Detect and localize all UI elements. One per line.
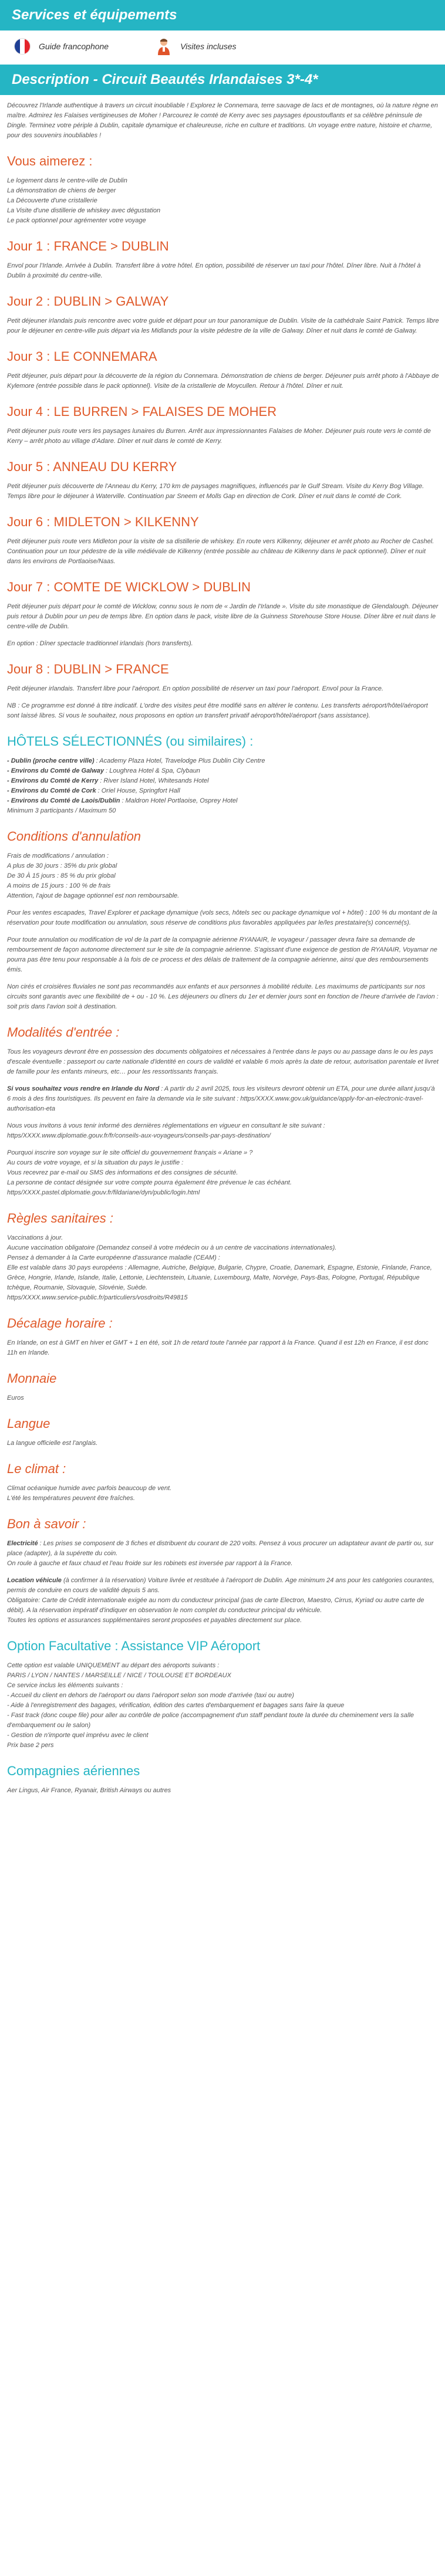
features-row <box>0 31 445 65</box>
tips-p2-label: Location véhicule <box>7 1577 62 1584</box>
hotel-label: - Dublin (proche centre ville) <box>7 757 95 764</box>
entry-ariane <box>7 1148 439 1198</box>
highlights-title: Vous aimerez : <box>7 154 93 168</box>
cancellation-p3: Pour toute annulation ou modification de vol de la part de la compagnie aérienne RYANAIR, le voyageur / passager devra faire sa demande de remboursement de façon autonome directement sur le site de la compagnie aérienne. S'agissant d'une exigence de gestion de RYANAIR, Voyamar ne pourra pas être tenu pour responsable à la fois de ce process et des délais de traitement de la compagnie aérienne, ainsi que des remboursements émis. <box>7 936 437 973</box>
timezone-title: Décalage horaire : <box>7 1316 113 1331</box>
vip-line: Cette option est valable UNIQUEMENT au départ des aéroports suivants : <box>7 1662 220 1669</box>
fee-line: Attention, l'ajout de bagage optionnel est non remboursable. <box>7 892 180 899</box>
entry-p1: Tous les voyageurs devront être en possession des documents obligatoires et nécessaires à l'entrée dans le pays ou au passage dans le ou les pays d'escale éventuelle : passeport ou carte nationale d'identité en cours de validité et valable 6 mois après la date de retour, autorisation parentale et livret de famille pour les enfants mineurs, etc… pour les ressortissants français. <box>7 1048 439 1075</box>
day-3-title: Jour 3 : LE CONNEMARA <box>7 349 157 364</box>
list-item: La démonstration de chiens de berger <box>7 187 116 194</box>
entry-p2 <box>7 1084 439 1114</box>
hotel-value: : Academy Plaza Hotel, Travelodge Plus Dublin City Centre <box>94 757 265 764</box>
currency-text: Euros <box>7 1394 24 1402</box>
hotel-item <box>7 766 439 776</box>
tips-title: Bon à savoir : <box>7 1517 86 1531</box>
cancellation-title: Conditions d'annulation <box>7 829 141 844</box>
day-8-note: NB : Ce programme est donné à titre indicatif. L'ordre des visites peut être modifié sans en altérer le contenu. Les transferts aéroport/hôtel/aéroport sont laissé libres. Si vous le souhaitez, nous proposons en option un transfert privatif aéroport/hôtel/aéroport (sans assistance). <box>7 702 428 719</box>
vip-line: - Gestion de n'importe quel imprévu avec le client <box>7 1732 149 1739</box>
day-7-text: Petit déjeuner puis départ pour le comté de Wicklow, connu sous le nom de « Jardin de l'Irlande ». Visite du site monastique de Glendalough. Déjeuner puis retour à Dublin pour un peu de temps libre. En option dans le pack, visite libre de la Guinness Storehouse Store House. Dîner libre et nuit dans le centre-ville de Dublin. <box>7 603 439 630</box>
tips-p2b-line: Obligatoire: Carte de Crédit internationale exigée au nom du conducteur principal (pas de carte Electron, Maestro, Cirrus, Kyriad ou autre carte de débit). A la réservation impératif d'indiquer en observation le nom complet du conducteur principal du véhicule. <box>7 1597 424 1614</box>
fee-line: A moins de 15 jours : 100 % de frais <box>7 882 111 889</box>
ariane-line: La personne de contact désignée sur votre compte pourra également être prévenue le cas échéant. <box>7 1179 292 1186</box>
hotel-label: - Environs du Comté de Cork <box>7 787 96 794</box>
fee-line: Frais de modifications / annulation : <box>7 852 109 859</box>
services-banner: Services et équipements <box>0 0 445 31</box>
cancellation-p4: Non cirés et croisières fluviales ne sont pas recommandés aux enfants et aux personnes à mobilité réduite. Les maximums de participants sur nos circuits sont garantis avec une flexibilité de + ou - 10 %. Les déjeuners ou dîners du 1er et dernier jours sont en fonction de l'heure d'arrivée de l'avion : soit pris dans l'avion soit à destination. <box>7 983 439 1010</box>
list-item: La Visite d'une distillerie de whiskey avec dégustation <box>7 207 161 214</box>
hotel-value: : River Island Hotel, Whitesands Hotel <box>98 777 209 784</box>
vip-line: Ce service inclus les éléments suivants : <box>7 1682 123 1689</box>
timezone-text: En Irlande, on est à GMT en hiver et GMT + 1 en été, soit 1h de retard toute l'année par rapport à la France. Quand il est 12h en France, il est donc 11h en Irlande. <box>7 1339 429 1356</box>
tips-p2b-line: Toutes les options et assurances supplémentaires seront proposées et payables directement sur place. <box>7 1617 302 1624</box>
day-1-title: Jour 1 : FRANCE > DUBLIN <box>7 239 169 253</box>
day-6-text: Petit déjeuner puis route vers Midleton pour la visite de sa distillerie de whiskey. En route vers Kilkenny, déjeuner et arrêt photo au Rocher de Cashel. Continuation pour un tour pédestre de la ville médiévale de Kilkenny (entrée possible au château de Kilkenny dans le pack optionnel). Dîner et nuit dans les environs de Portlaoise/Naas. <box>7 538 434 565</box>
health-link[interactable]: https/XXXX.www.service-public.fr/particuliers/vosdroits/R49815 <box>7 1294 188 1301</box>
tips-p1 <box>7 1539 439 1569</box>
vip-line: - Aide à l'enregistrement des bagages, vérification, édition des cartes d'embarquement et bagages sans faire la queue <box>7 1702 345 1709</box>
vip-line: - Accueil du client en dehors de l'aéroport ou dans l'aéroport selon son mode d'arrivée (taxi ou autre) <box>7 1692 294 1699</box>
entry-title: Modalités d'entrée : <box>7 1025 120 1040</box>
climate-line: Climat océanique humide avec parfois beaucoup de vent. <box>7 1485 172 1492</box>
ariane-line: Pourquoi inscrire son voyage sur le site officiel du gouvernement français « Ariane » ? <box>7 1149 253 1156</box>
day-2-title: Jour 2 : DUBLIN > GALWAY <box>7 294 169 309</box>
day-6-title: Jour 6 : MIDLETON > KILKENNY <box>7 514 199 529</box>
description-banner: Description - Circuit Beautés Irlandaises 3*-4* <box>0 65 445 95</box>
vip-title: Option Facultative : Assistance VIP Aéroport <box>7 1639 261 1653</box>
feature-visits-label: Visites incluses <box>180 42 237 51</box>
tips-p1-label: Electricité <box>7 1540 38 1547</box>
climate-list <box>7 1484 439 1504</box>
hotel-value: : Loughrea Hotel & Spa, Clybaun <box>104 767 200 774</box>
health-line: Aucune vaccination obligatoire (Demandez conseil à votre médecin ou à un centre de vaccinations internationales). <box>7 1244 337 1251</box>
guide-person-icon <box>156 38 172 55</box>
tips-p2-text: (à confirmer à la réservation) Voiture livrée et restituée à l'aéroport de Dublin. Age minimum 24 ans pour les catégories courantes, permis de conduire en cours de validité depuis 5 ans. <box>7 1577 434 1594</box>
list-item: Le logement dans le centre-ville de Dublin <box>7 177 127 184</box>
ariane-line: Au cours de votre voyage, et si la situation du pays le justifie : <box>7 1159 184 1166</box>
fee-line: A plus de 30 jours : 35% du prix global <box>7 862 117 869</box>
tips-p1-text: : Les prises se composent de 3 fiches et distribuent du courant de 220 volts. Pensez à vous procurer un adaptateur avant de partir ou, sur place (adapter), à la supérette du coin. <box>7 1540 434 1557</box>
vip-list <box>7 1661 439 1751</box>
day-1-text: Envol pour l'Irlande. Arrivée à Dublin. Transfert libre à votre hôtel. En option, possibilité de réserver un taxi pour l'hôtel. Dîner libre. Nuit à l'hôtel à Dublin à proximité du centre-ville. <box>7 262 421 279</box>
ariane-line: Vous recevrez par e-mail ou SMS des informations et des consignes de sécurité. <box>7 1169 238 1176</box>
french-flag-icon <box>14 38 31 55</box>
day-4-text: Petit déjeuner puis route vers les paysages lunaires du Burren. Arrêt aux impressionnantes Falaises de Moher. Déjeuner puis route vers le comté de Kerry – arrêt photo au village d'Adare. Dîner et nuit dans le comté de Kerry. <box>7 428 431 445</box>
tips-p1b-text: On roule à gauche et faux chaud et l'eau froide sur les robinets est inversée par rapport à la France. <box>7 1560 293 1567</box>
highlights-list <box>7 176 439 226</box>
hotel-item <box>7 756 439 766</box>
day-5-title: Jour 5 : ANNEAU DU KERRY <box>7 459 177 474</box>
vip-line: - Fast track (donc coupe file) pour aller au contrôle de police (accompagnement d'un staff pendant toute la durée du cheminement vers la salle d'embarquement ou le salon) <box>7 1712 414 1729</box>
hotels-footer: Minimum 3 participants / Maximum 50 <box>7 807 116 814</box>
hotels-title: HÔTELS SÉLECTIONNÉS (ou similaires) : <box>7 734 254 749</box>
day-8-text: Petit déjeuner irlandais. Transfert libre pour l'aéroport. En option possibilité de réserver un taxi pour l'aéroport. Envol pour la France. <box>7 685 384 692</box>
language-title: Langue <box>7 1416 50 1431</box>
feature-guide <box>14 38 109 55</box>
hotel-item <box>7 796 439 806</box>
health-line: Vaccinations à jour. <box>7 1234 63 1241</box>
day-2-text: Petit déjeuner irlandais puis rencontre avec votre guide et départ pour un tour panoramique de Dublin. Visite de la cathédrale Saint Patrick. Temps libre pour le déjeuner en centre-ville puis départ via les Midlands pour la visite pédestre de la ville de Galway. Dîner et nuit dans le comté de Galway. <box>7 317 439 334</box>
entry-p3: Nous vous invitons à vous tenir informé des dernières réglementations en vigueur en consultant le site suivant : https/XXXX.www.diplomatie.gouv.fr/fr/conseils-aux-voyageurs/conseils-par-pays-destination/ <box>7 1122 325 1139</box>
hotel-item <box>7 786 439 796</box>
airlines-title: Compagnies aériennes <box>7 1763 140 1778</box>
day-4-title: Jour 4 : LE BURREN > FALAISES DE MOHER <box>7 404 277 419</box>
intro-text: Découvrez l'Irlande authentique à travers un circuit inoubliable ! Explorez le Connemara, terre sauvage de lacs et de montagnes, où la nature règne en maître. Admirez les Falaises vertigineuses de Moher ! Parcourez le comté de Kerry avec ses paysages époustouflants et sa célèbre péninsule de Dingle. Terminez votre périple à Dublin, capitale dynamique et chaleureuse, riche en culture et traditions. Un voyage entre nature, histoire et charme, pour des souvenirs inoubliables ! <box>7 102 439 139</box>
language-text: La langue officielle est l'anglais. <box>7 1440 98 1447</box>
description-content <box>0 95 445 1815</box>
health-line: Elle est valable dans 30 pays européens : Allemagne, Autriche, Belgique, Bulgarie, Chypre, Croatie, Danemark, Espagne, Estonie, Finlande, France, Grèce, Hongrie, Irlande, Islande, Italie, Lettonie, Liechtenstein, Lituanie, Luxembourg, Malte, Norvège, Pays-Bas, Pologne, Portugal, République tchèque, Roumanie, Slovaquie, Slovénie, Suède. <box>7 1264 432 1291</box>
health-list <box>7 1233 439 1303</box>
cancellation-p2: Pour les ventes escapades, Travel Explorer et package dynamique (vols secs, hôtels sec ou package dynamique vol + hôtel) : 100 % du montant de la réservation pour toute modification ou annulation, sous réserve de conditions plus favorables appliquées par le/les prestataire(s) concerné(s). <box>7 909 437 926</box>
currency-title: Monnaie <box>7 1371 57 1386</box>
hotel-label: - Environs du Comté de Kerry <box>7 777 99 784</box>
list-item: Le pack optionnel pour agrémenter votre voyage <box>7 217 146 224</box>
feature-visits <box>156 38 236 55</box>
vip-line: PARIS / LYON / NANTES / MARSEILLE / NICE / TOULOUSE ET BORDEAUX <box>7 1672 231 1679</box>
health-line: Pensez à demander à la Carte européenne d'assurance maladie (CEAM) : <box>7 1254 220 1261</box>
hotel-label: - Environs du Comté de Galway <box>7 767 104 774</box>
entry-p2-text: : A partir du 2 avril 2025, tous les visiteurs devront obtenir un ETA, pour une durée allant jusqu'à 6 mois à des fins touristiques. Ils peuvent en faire la demande via le site suivant : https/XXXX.www.gov.uk/guidance/apply-for-an-electronic-travel-authorisation-eta <box>7 1085 435 1112</box>
hotel-item <box>7 776 439 786</box>
day-8-title: Jour 8 : DUBLIN > FRANCE <box>7 662 169 676</box>
climate-line: L'été les températures peuvent être fraîches. <box>7 1495 135 1502</box>
hotel-value: : Oriel House, Springfort Hall <box>96 787 180 794</box>
airlines-text: Aer Lingus, Air France, Ryanair, British Airways ou autres <box>7 1787 171 1794</box>
day-5-text: Petit déjeuner puis découverte de l'Anneau du Kerry, 170 km de paysages magnifiques, influencés par le Gulf Stream. Visite du Kerry Bog Village. Temps libre pour le déjeuner à Waterville. Continuation par Sneem et Molls Gap en direction de Cork. Dîner et nuit dans le comté de Cork. <box>7 483 424 500</box>
entry-p2-label: Si vous souhaitez vous rendre en Irlande du Nord <box>7 1085 160 1092</box>
day-3-text: Petit déjeuner, puis départ pour la découverte de la région du Connemara. Démonstration de chiens de berger. Déjeuner puis arrêt photo à l'Abbaye de Kylemore (entrée possible dans le pack optionnel). Visite de la cristallerie de Moycullen. Retour à l'hôtel. Dîner et nuit. <box>7 373 439 390</box>
climate-title: Le climat : <box>7 1461 66 1476</box>
health-title: Règles sanitaires : <box>7 1211 113 1226</box>
day-7-extra: En option : Dîner spectacle traditionnel irlandais (hors transferts). <box>7 640 193 647</box>
feature-guide-label: Guide francophone <box>39 42 109 51</box>
list-item: La Découverte d'une cristallerie <box>7 197 97 204</box>
vip-line: Prix base 2 pers <box>7 1742 54 1749</box>
day-7-title: Jour 7 : COMTE DE WICKLOW > DUBLIN <box>7 580 251 594</box>
hotel-label: - Environs du Comté de Laois/Dublin <box>7 797 120 804</box>
tips-p2 <box>7 1576 439 1626</box>
hotel-value: : Maldron Hotel Portlaoise, Osprey Hotel <box>120 797 238 804</box>
ariane-link[interactable]: https/XXXX.pastel.diplomatie.gouv.fr/fildariane/dyn/public/login.html <box>7 1189 200 1196</box>
hotels-list <box>7 756 439 816</box>
cancellation-fees <box>7 851 439 901</box>
fee-line: De 30 À 15 jours : 85 % du prix global <box>7 872 116 879</box>
